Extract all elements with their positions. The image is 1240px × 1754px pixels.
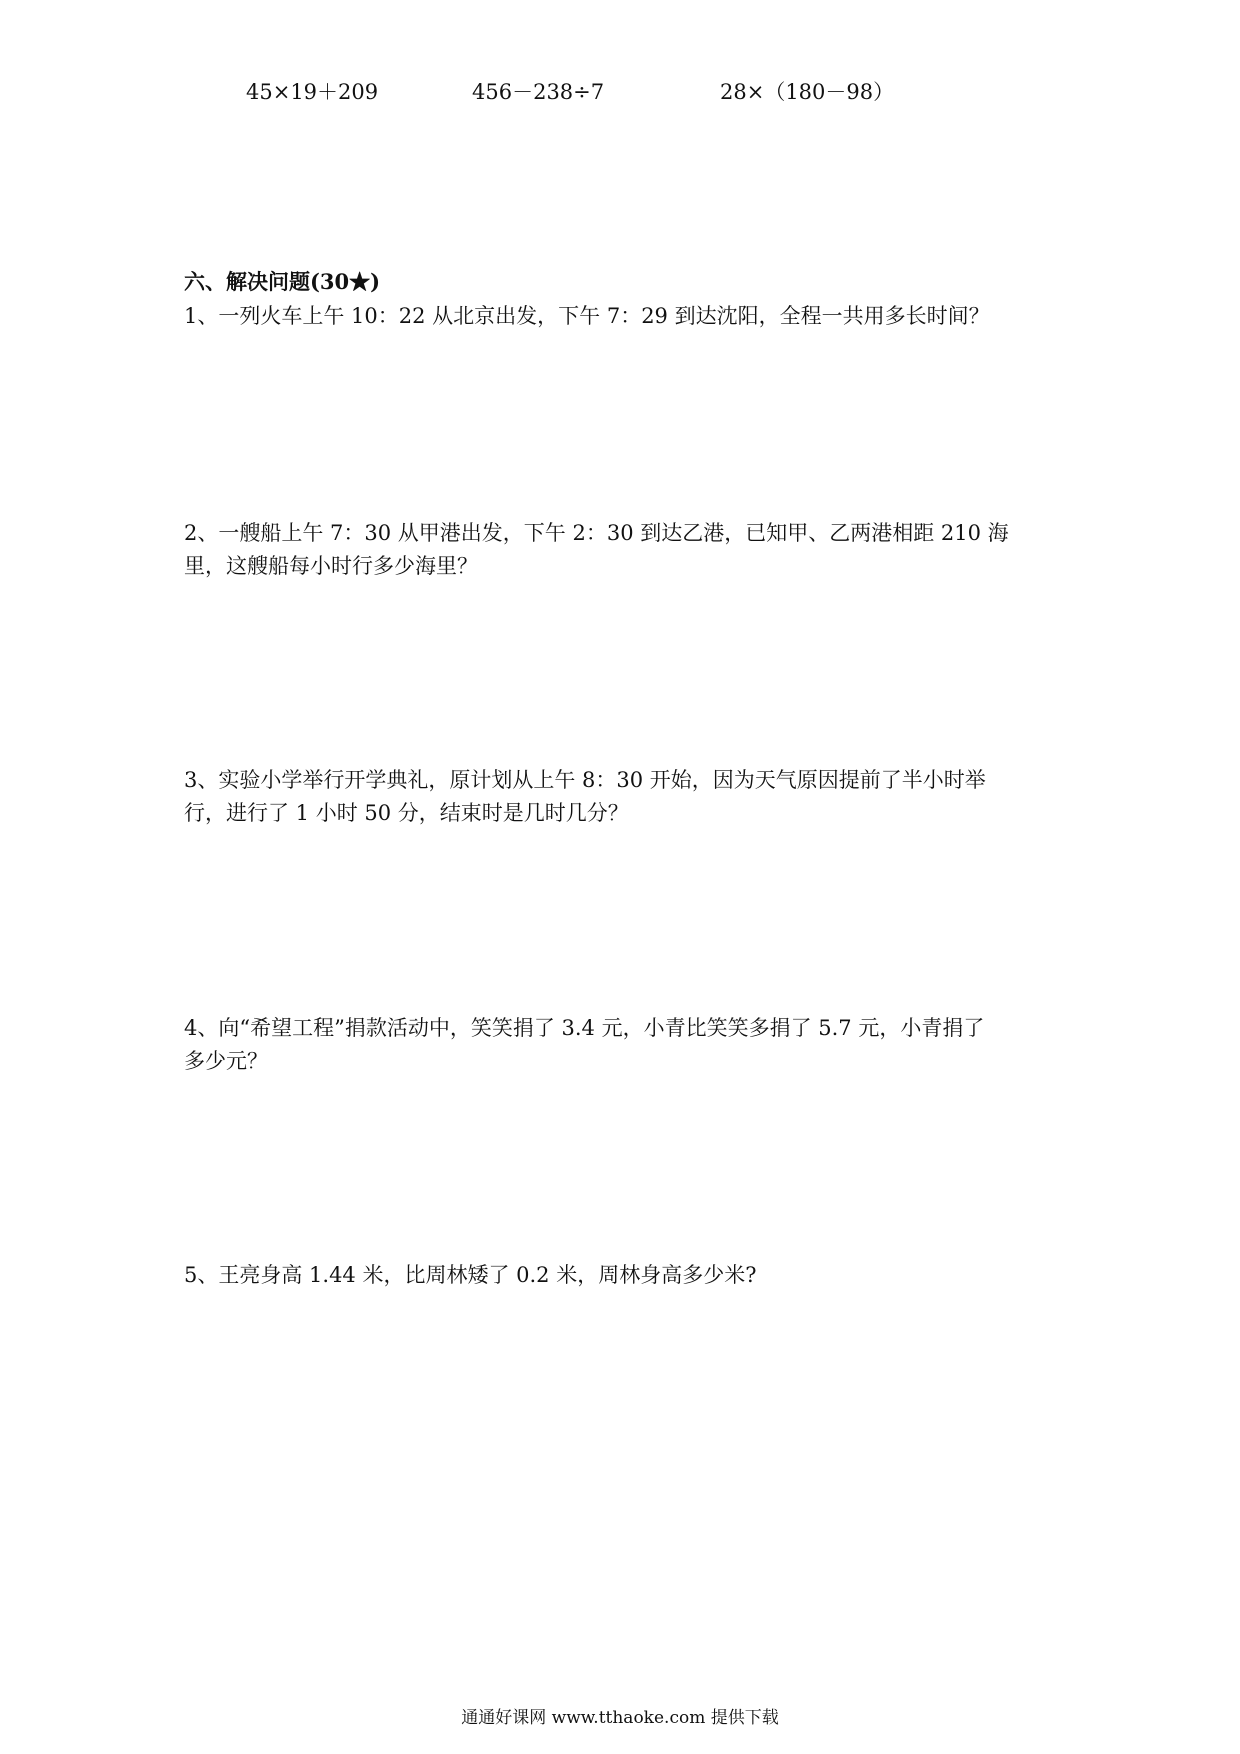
footer-source: 通通好课网 www.tthaoke.com 提供下载: [461, 1708, 779, 1728]
problem-2: 2、一艘船上午 7：30 从甲港出发，下午 2：30 到达乙港，已知甲、乙两港相距 210 海 里，这艘船每小时行多少海里？: [184, 521, 1009, 578]
problem-5: 5、王亮身高 1.44 米，比周林矮了 0.2 米，周林身高多少米?: [184, 1263, 757, 1287]
problem-3: 3、实验小学举行开学典礼，原计划从上午 8：30 开始，因为天气原因提前了半小时举 行，进行了 1 小时 50 分，结束时是几时几分？: [184, 768, 986, 825]
expression-1: 45×19＋209: [246, 80, 379, 104]
expression-3: 28×（180－98）: [720, 80, 895, 104]
problem-1: 1、一列火车上午 10：22 从北京出发，下午 7：29 到达沈阳，全程一共用多长时间？: [184, 304, 990, 328]
expression-2: 456－238÷7: [472, 80, 605, 104]
section-heading: 六、解决问题(30★): [184, 269, 381, 294]
problem-4: 4、向“希望工程”捐款活动中，笑笑捐了 3.4 元，小青比笑笑多捐了 5.7 元，小青捐了 多少元？: [184, 1016, 985, 1073]
